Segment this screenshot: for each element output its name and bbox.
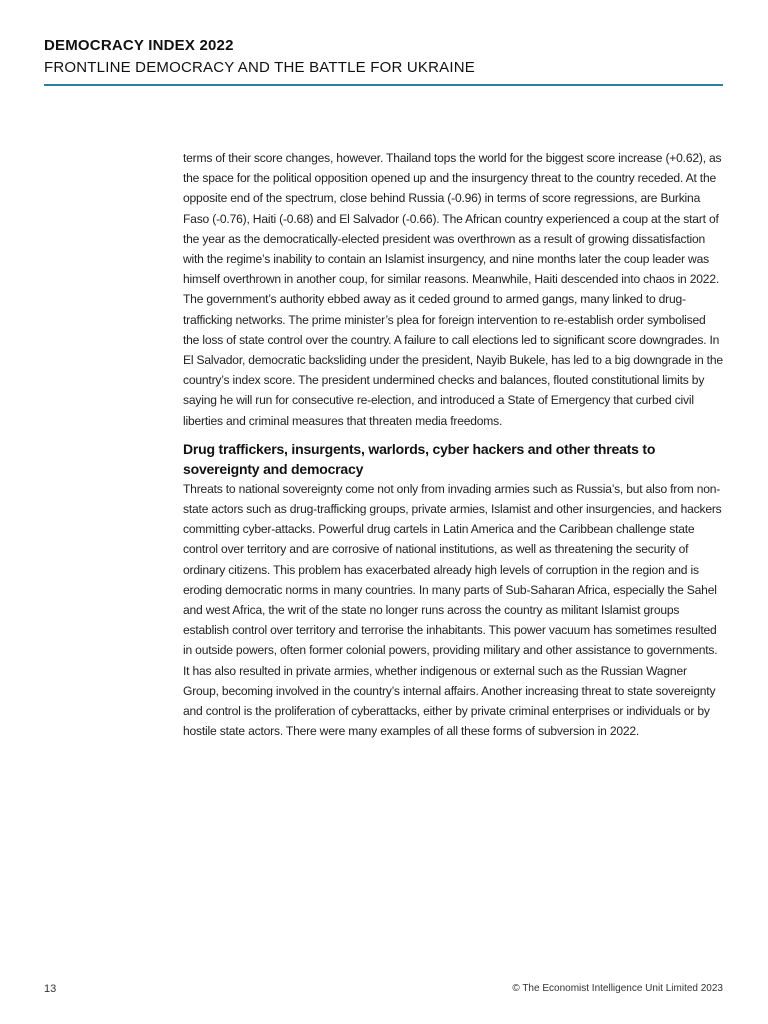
body-paragraph-2: Threats to national sovereignty come not only from invading armies such as Russia’s, but also from non-state actors such as drug-trafficking groups, private armies, Islamist and other insurgencies, and hackers committing cyber-attacks. Powerful drug cartels in Latin America and the Caribbean challenge state control over territory and are corrosive of national institutions, as well as threatening the security of ordinary citizens. This problem has exacerbated already high levels of corruption in the region and is eroding democratic norms in many countries. In many parts of Sub-Saharan Africa, especially the Sahel and west Africa, the writ of the state no longer runs across the country as militant Islamist groups establish control over territory and terrorise the inhabitants. This power vacuum has sometimes resulted in outside powers, often former colonial powers, providing military and other assistance to governments. It has also resulted in private armies, whether indigenous or external such as the Russian Wagner Group, becoming involved in the country’s internal affairs. Another increasing threat to state sovereignty and control is the proliferation of cyberattacks, either by private criminal enterprises or individuals or by hostile state actors. There were many examples of all these forms of subversion in 2022. — [183, 481, 722, 739]
header-divider — [44, 84, 723, 86]
section-heading: Drug traffickers, insurgents, warlords, cyber hackers and other threats to sovereignty and democracy — [183, 440, 656, 477]
report-subtitle: FRONTLINE DEMOCRACY AND THE BATTLE FOR UKRAINE — [44, 59, 475, 76]
page-header — [44, 36, 723, 78]
main-content — [183, 148, 723, 741]
report-title: DEMOCRACY INDEX 2022 — [44, 37, 234, 54]
body-paragraph-1: terms of their score changes, however. Thailand tops the world for the biggest score increase (+0.62), as the space for the political opposition opened up and the insurgency threat to the country receded. At the opposite end of the spectrum, close behind Russia (-0.96) in terms of score regressions, are Burkina Faso (-0.76), Haiti (-0.68) and El Salvador (-0.66). The African country experienced a coup at the start of the year as the democratically-elected president was overthrown as a result of growing dissatisfaction with the regime’s inability to contain an Islamist insurgency, and nine months later the coup leader was himself overthrown in another coup, for similar reasons. Meanwhile, Haiti descended into chaos in 2022. The government’s authority ebbed away as it ceded ground to armed gangs, many linked to drug-trafficking networks. The prime minister’s plea for foreign intervention to re-establish order symbolised the loss of state control over the country. A failure to call elections led to significant score downgrades. In El Salvador, democratic backsliding under the president, Nayib Bukele, has led to a big downgrade in the country’s index score. The president undermined checks and balances, flouted constitutional limits by saying he will run for consecutive re-election, and introduced a State of Emergency that curbed civil liberties and criminal measures that threaten media freedoms. — [183, 151, 723, 428]
page-number: 13 — [44, 983, 57, 995]
copyright-notice: © The Economist Intelligence Unit Limited 2023 — [512, 983, 723, 994]
